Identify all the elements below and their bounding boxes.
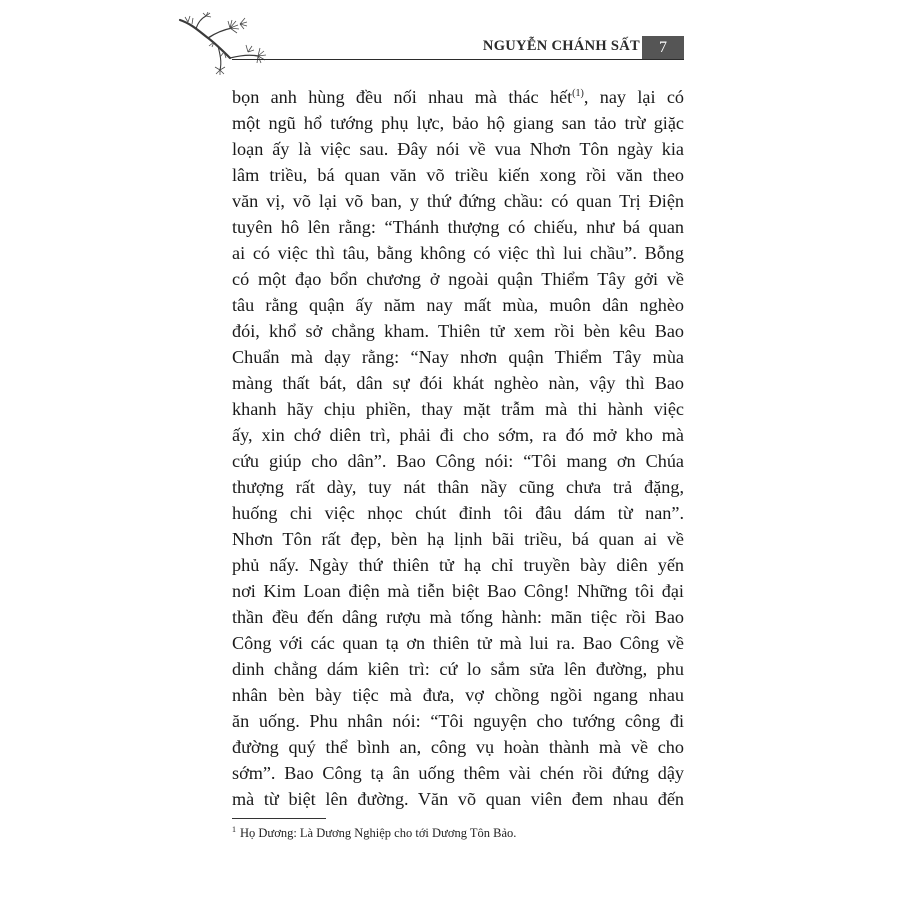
footnote-rule	[232, 818, 326, 819]
footnote-mark: 1	[232, 824, 236, 834]
page-number-badge	[642, 36, 684, 60]
text-line: nơi Kim Loan điện mà tiễn biệt Bao Công! Những tôi đại	[232, 581, 684, 601]
text-line: khanh hãy chịu phiền, thay mặt trẫm mà thi hành việc	[232, 399, 684, 419]
text-line: một ngũ hổ tướng phụ lực, bảo hộ giang san tảo trừ giặc	[232, 113, 684, 133]
body-text	[232, 84, 684, 812]
text-line: huống chi việc nhọc chút đỉnh tôi đâu dám từ nan”.	[232, 503, 684, 523]
running-head-author: NGUYỄN CHÁNH SẤT	[482, 38, 640, 54]
pine-branch-icon	[178, 12, 278, 76]
text-line: văn vị, võ lại võ ban, y thứ đứng chầu: có quan Trị Điện	[232, 191, 684, 211]
text-line	[232, 84, 684, 110]
footnote	[232, 826, 684, 841]
text-line: đường quý thể bình an, công vụ hoàn thành mà về cho	[232, 737, 684, 757]
text-line: loạn ấy là việc sau. Đây nói về vua Nhơn Tôn ngày kia	[232, 139, 684, 159]
text-line: Chuẩn mà dạy rằng: “Nay nhơn quận Thiểm Tây mùa	[232, 347, 684, 367]
text-line: sớm”. Bao Công tạ ân uống thêm vài chén rồi đứng dậy	[232, 763, 684, 783]
text-line: màng thất bát, dân sự đói khát nghèo nàn, vậy thì Bao	[232, 373, 684, 393]
footnote-text: Họ Dương: Là Dương Nghiệp cho tới Dương Tôn Bảo.	[240, 826, 517, 840]
text-line: phủ nấy. Ngày thứ thiên tử hạ chỉ truyền bày diên yến	[232, 555, 684, 575]
text-line: thần đều đến dâng rượu mà tống hành: mãn tiệc rồi Bao	[232, 607, 684, 627]
text-line: ai có việc thì tâu, bằng không có việc thì lui chầu”. Bỗng	[232, 243, 684, 263]
text-line: thượng rất dày, tuy nát thân nầy cũng chưa trả đặng,	[232, 477, 684, 497]
text-line: cứu giúp cho dân”. Bao Công nói: “Tôi mang ơn Chúa	[232, 451, 684, 471]
text-line: có một đạo bổn chương ở ngoài quận Thiểm Tây gởi về	[232, 269, 684, 289]
text-line-start: bọn anh hùng đều nối nhau mà thác hết	[232, 87, 573, 107]
text-line: ăn uống. Phu nhân nói: “Tôi nguyện cho tướng công đi	[232, 711, 684, 731]
text-line: lâm triều, bá quan văn võ triều kiến xong rồi văn theo	[232, 165, 684, 185]
footnote-reference[interactable]: (1)	[572, 87, 584, 99]
text-line: mà từ biệt lên đường. Văn võ quan viên đem nhau đến	[232, 789, 684, 809]
text-line: tâu rằng quận ấy năm nay mất mùa, muôn dân nghèo	[232, 295, 684, 315]
text-line: ấy, xin chớ diên trì, phải đi cho sớm, ra đó mở kho mà	[232, 425, 684, 445]
text-line-end: , nay lại có	[583, 87, 684, 107]
text-line: Công với các quan tạ ơn thiên tử mà lui ra. Bao Công về	[232, 633, 684, 653]
text-line: tuyên hô lên rằng: “Thánh thượng có chiếu, như bá quan	[232, 217, 684, 237]
text-line: dinh chẳng dám kiên trì: cứ lo sắm sửa lên đường, phu	[232, 659, 684, 679]
text-line: đói, khổ sở chẳng kham. Thiên tử xem rồi bèn kêu Bao	[232, 321, 684, 341]
page-number: 7	[659, 39, 667, 56]
text-line: nhân bèn bày tiệc mà đưa, vợ chồng ngồi ngang nhau	[232, 685, 684, 705]
header-rule	[232, 59, 684, 60]
text-line: Nhơn Tôn rất đẹp, bèn hạ lịnh bãi triều, bá quan ai về	[232, 529, 684, 549]
